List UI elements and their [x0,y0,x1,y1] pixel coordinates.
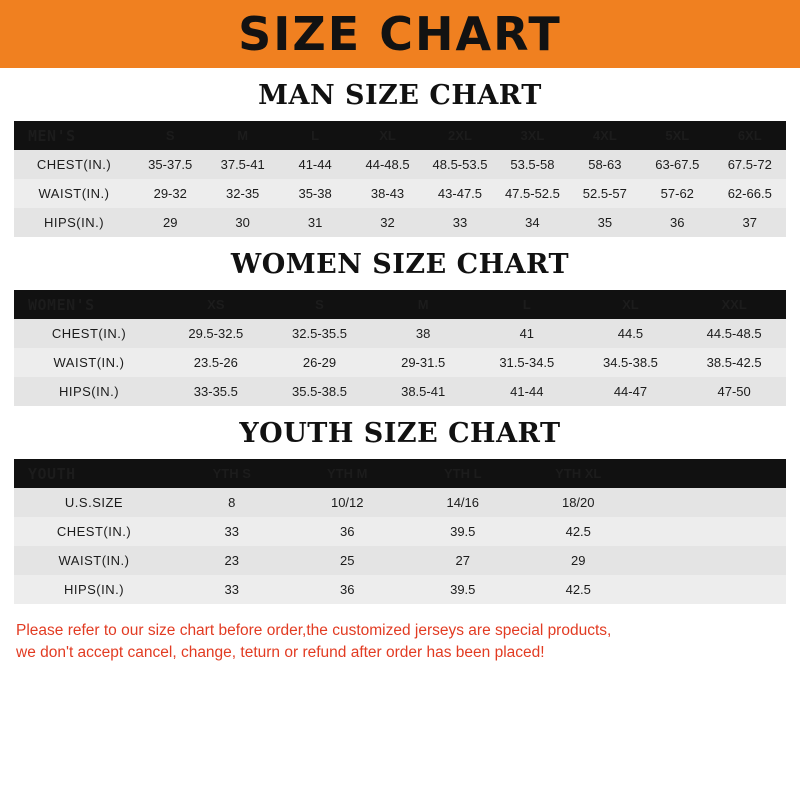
table-row [14,488,786,517]
column-header: L [522,297,531,312]
cell-empty [636,575,786,604]
cell-empty [636,517,786,546]
cell: 57-62 [660,186,694,201]
cell: 31 [307,215,323,230]
table-row [14,208,786,237]
notice [14,620,786,665]
column-header: S [165,128,175,143]
notice-line-1: Please refer to our size chart before order,the customized jerseys are special products, [16,622,612,639]
column-header: 5XL [665,128,690,143]
row-label: HIPS(IN.) [43,215,105,230]
table-row [14,348,786,377]
youth-size-table [14,459,786,604]
cell: 47-50 [717,384,751,399]
column-header: XS [207,297,225,312]
row-label: U.S.SIZE [64,495,124,510]
table-header-row [14,459,786,488]
cell-empty [636,488,786,517]
column-header: WOMEN'S [28,295,95,314]
cell: 44.5-48.5 [706,326,762,341]
cell: 33 [452,215,468,230]
column-header: 2XL [448,128,472,143]
cell: 42.5 [565,524,591,539]
cell: 39.5 [450,582,476,597]
cell: 35-38 [298,186,332,201]
column-header: YTH S [212,466,251,481]
cell: 32.5-35.5 [292,326,347,341]
table-row [14,546,786,575]
cell: 32-35 [226,186,260,201]
column-header: 3XL [520,128,545,143]
column-header: YTH M [327,466,368,481]
women-size-table [14,290,786,406]
column-header: YTH XL [555,466,602,481]
page-title: SIZE CHART [238,7,562,61]
column-header: M [237,128,249,143]
column-header: YOUTH [28,464,76,483]
cell: 33 [224,582,239,597]
cell: 32 [380,215,395,230]
row-label: CHEST(IN.) [51,326,127,341]
cell: 35 [597,215,613,230]
cell: 67.5-72 [727,157,772,172]
cell: 14/16 [446,495,480,510]
cell: 34.5-38.5 [602,355,658,370]
table-row [14,575,786,604]
cell-empty [636,546,786,575]
cell: 33-35.5 [193,384,238,399]
cell: 53.5-58 [510,157,555,172]
table-row [14,517,786,546]
column-header: 6XL [737,128,762,143]
women-section-title: WOMEN SIZE CHART [230,249,570,280]
cell: 10/12 [330,495,364,510]
column-header: XL [622,297,639,312]
cell: 23 [224,553,239,568]
cell: 36 [670,215,685,230]
cell: 38-43 [370,186,405,201]
cell: 44.5 [617,326,644,341]
cell: 63-67.5 [655,157,700,172]
cell: 58-63 [588,157,622,172]
cell: 37 [742,215,757,230]
cell: 35-37.5 [148,157,193,172]
cell: 44-47 [613,384,648,399]
table-row [14,377,786,406]
row-label: HIPS(IN.) [58,384,120,399]
cell: 31.5-34.5 [499,355,555,370]
men-size-table [14,121,786,237]
column-header: MEN'S [28,126,76,145]
table-row [14,319,786,348]
row-label: HIPS(IN.) [63,582,125,597]
cell: 8 [228,495,236,510]
women-section [14,249,786,406]
cell: 26-29 [302,355,337,370]
column-header: M [417,297,429,312]
youth-section [14,418,786,604]
cell: 36 [340,582,355,597]
cell: 47.5-52.5 [504,186,560,201]
cell: 41-44 [298,157,332,172]
column-header: YTH L [443,466,482,481]
column-header: XL [379,128,396,143]
row-label: WAIST(IN.) [58,553,130,568]
table-header-row [14,121,786,150]
row-label: WAIST(IN.) [38,186,110,201]
row-label: CHEST(IN.) [56,524,132,539]
cell: 30 [235,215,250,230]
row-label: CHEST(IN.) [36,157,112,172]
cell: 42.5 [565,582,591,597]
cell: 29.5-32.5 [188,326,244,341]
cell: 25 [340,553,355,568]
youth-section-title: YOUTH SIZE CHART [239,418,561,449]
cell: 33 [224,524,239,539]
row-label: WAIST(IN.) [53,355,125,370]
cell: 29-31.5 [401,355,446,370]
notice-line-2: we don't accept cancel, change, teturn or refund after order has been placed! [16,644,545,662]
cell: 52.5-57 [582,186,627,201]
cell: 38.5-42.5 [706,355,762,370]
cell: 29-32 [153,186,187,201]
cell: 41 [519,326,535,341]
cell: 62-66.5 [727,186,772,201]
cell: 44-48.5 [365,157,410,172]
cell: 41-44 [510,384,544,399]
men-section-title: MAN SIZE CHART [258,80,542,111]
column-header-empty [636,459,786,488]
table-header-row [14,290,786,319]
cell: 34 [525,215,540,230]
table-row [14,150,786,179]
cell: 29 [571,553,586,568]
banner [0,0,800,68]
cell: 35.5-38.5 [292,384,347,399]
cell: 23.5-26 [193,355,238,370]
cell: 36 [340,524,355,539]
cell: 29 [162,215,178,230]
table-row [14,179,786,208]
cell: 27 [455,553,470,568]
cell: 43-47.5 [437,186,483,201]
cell: 38 [415,326,431,341]
column-header: XXL [721,297,747,312]
cell: 18/20 [561,495,595,510]
cell: 48.5-53.5 [432,157,488,172]
cell: 37.5-41 [220,157,265,172]
column-header: L [311,128,320,143]
men-section [14,80,786,237]
column-header: 4XL [592,128,617,143]
cell: 38.5-41 [401,384,446,399]
column-header: S [315,297,324,312]
cell: 39.5 [450,524,476,539]
